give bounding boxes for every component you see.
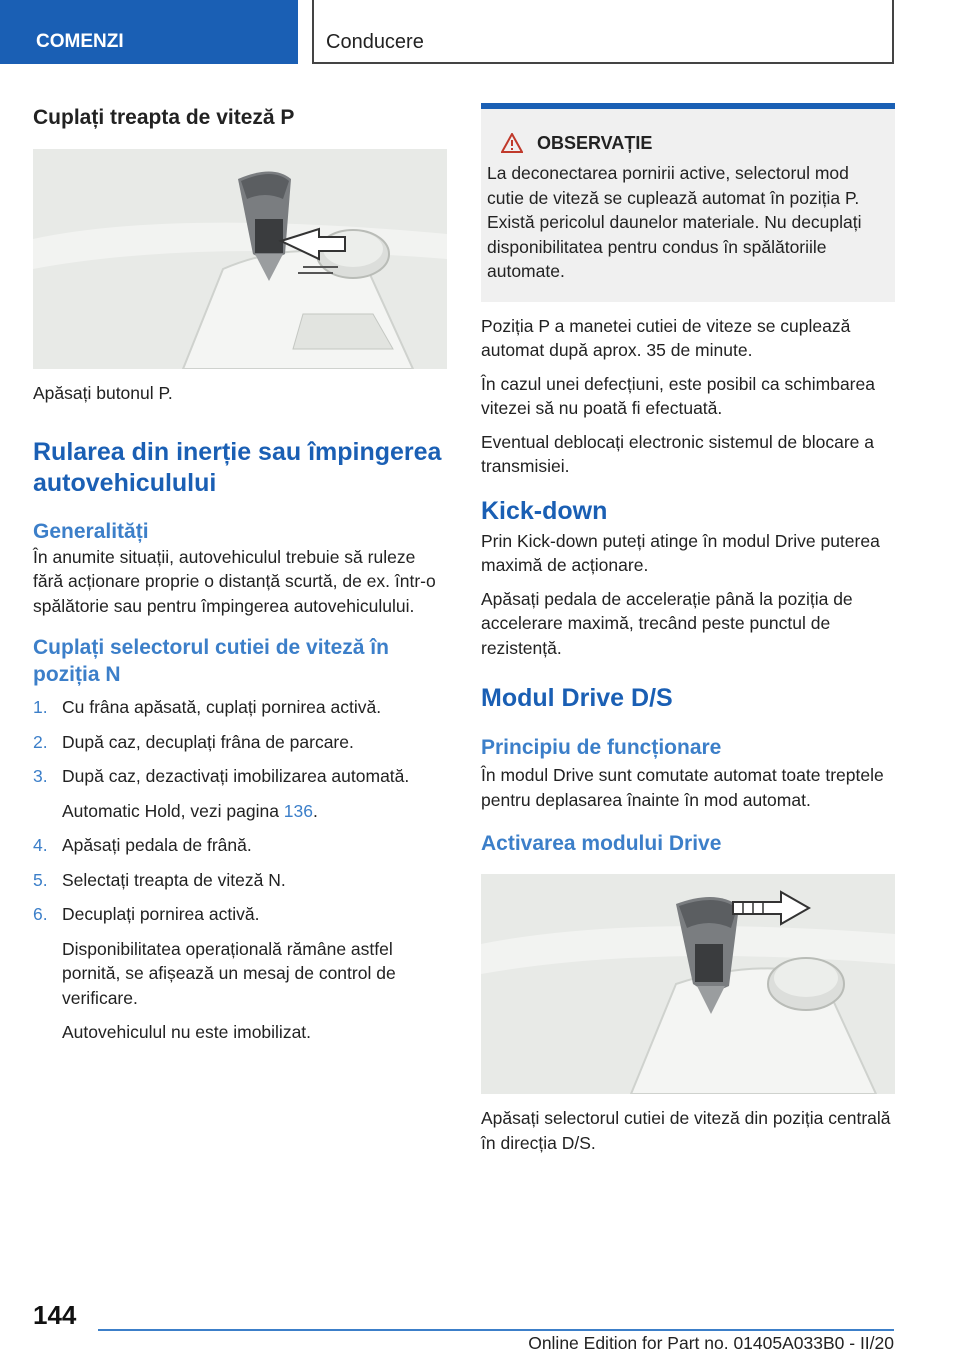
notice-text: La deconectarea pornirii active, selectorul mod cutie de viteză se cuplează automat în poziția P. Există pericolul daunelor materiale. Nu decuplați disponibilitatea pentru condus în spălătoriile automate.: [487, 163, 862, 281]
paragraph-malfunction: În cazul unei defecțiuni, este posibil ca schimbarea vitezei să nu poată fi efectuată.: [481, 373, 875, 418]
list-item: 4. Apăsați pedala de frână.: [33, 835, 252, 855]
page-link-136[interactable]: 136: [283, 800, 313, 821]
warning-icon: [501, 133, 523, 153]
paragraph-principle: În modul Drive sunt comutate automat toate treptele pentru deplasarea înainte în mod automat.: [481, 765, 884, 810]
notice-title: OBSERVAȚIE: [537, 133, 653, 153]
list-item: 6. Decuplați pornirea activă. Disponibilitatea operațională rămâne astfel pornită, se afișează un mesaj de control de verificare. Autovehiculul nu este imobilizat.: [33, 904, 396, 1042]
gear-selector-drive-illustration: [481, 874, 895, 1094]
heading-general: Generalități: [33, 519, 149, 543]
chapter-title: Conducere: [312, 0, 894, 64]
list-item: 1. Cu frâna apăsată, cuplați pornirea activă.: [33, 697, 382, 717]
heading-neutral: Cuplați selectorul cutiei de viteză în poziția N: [33, 636, 389, 686]
heading-activate-drive: Activarea modului Drive: [481, 832, 722, 855]
paragraph-general: În anumite situații, autovehiculul trebuie să ruleze fără acționare proprie o distanță scurtă, de ex. într-o spălătorie sau pentru împingerea autovehiculului.: [33, 546, 436, 616]
section-tab: COMENZI: [0, 0, 298, 64]
notice-box: [481, 103, 895, 302]
page-number: 144: [33, 1300, 77, 1330]
caption-park: Apăsați butonul P.: [33, 383, 173, 403]
list-item: 2. După caz, decuplați frâna de parcare.: [33, 731, 354, 752]
paragraph-kickdown-2: Apăsați pedala de accelerație până la poziția de accelerare maximă, trecând peste punctul de rezistență.: [481, 588, 853, 658]
footer-divider: [98, 1329, 894, 1331]
list-item: 5. Selectați treapta de viteză N.: [33, 869, 286, 890]
heading-rolling: Rularea din inerție sau împingerea autovehiculului: [33, 437, 442, 497]
neutral-steps-list: [33, 695, 447, 1045]
heading-drive-mode: Modul Drive D/S: [481, 684, 673, 712]
heading-park: Cuplați treapta de viteză P: [33, 106, 295, 129]
paragraph-kickdown-1: Prin Kick-down puteți atinge în modul Drive puterea maximă de acționare.: [481, 530, 880, 575]
left-column: [33, 96, 447, 1045]
list-item: 3. După caz, dezactivați imobilizarea automată. Automatic Hold, vezi pagina 136.: [33, 766, 410, 821]
right-column: [481, 103, 895, 1155]
edition-note: Online Edition for Part no. 01405A033B0 - II/20: [528, 1333, 894, 1353]
heading-kickdown: Kick-down: [481, 496, 608, 525]
caption-drive: Apăsați selectorul cutiei de viteză din poziția centrală în direcția D/S.: [481, 1108, 891, 1153]
gear-selector-park-illustration: [33, 149, 447, 369]
heading-principle: Principiu de funcționare: [481, 736, 722, 759]
paragraph-unlock: Eventual deblocați electronic sistemul de blocare a transmisiei.: [481, 431, 874, 476]
paragraph-park-auto: Poziția P a manetei cutiei de viteze se cuplează automat după aprox. 35 de minute.: [481, 315, 851, 360]
